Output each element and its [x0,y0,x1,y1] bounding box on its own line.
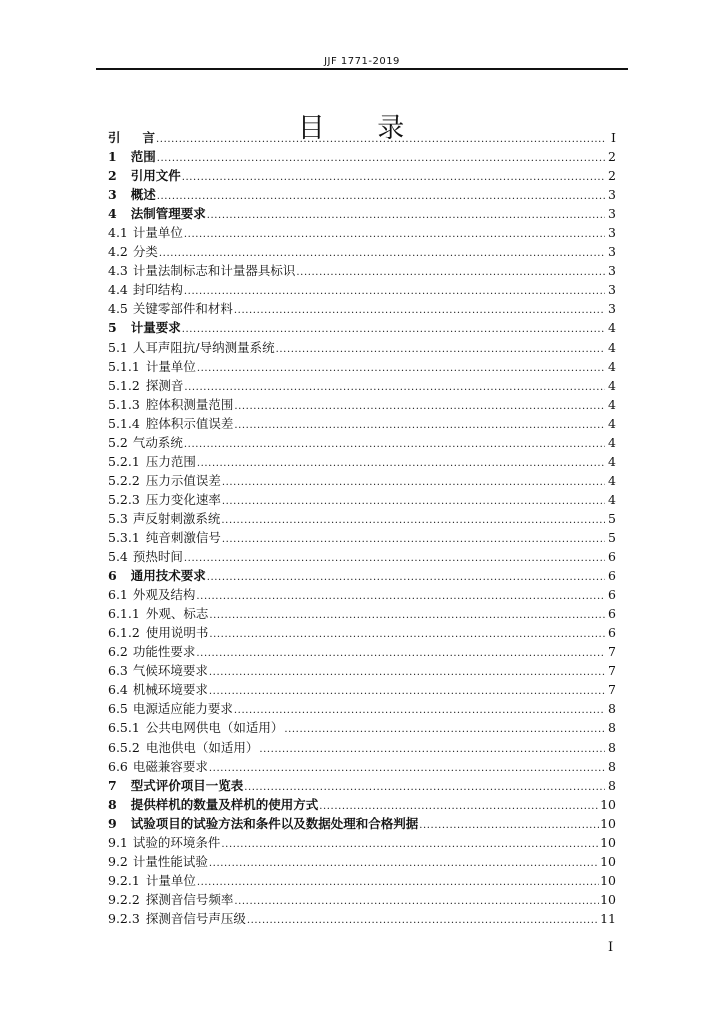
toc-entry-page: 8 [608,701,616,717]
toc-entry-number: 4.2 [108,244,128,260]
toc-dot-leader [196,642,605,663]
toc-entry[interactable] [108,376,616,395]
toc-entry-number: 5.2.1 [108,453,140,469]
toc-dot-leader [196,585,605,606]
toc-dot-leader [197,871,599,892]
toc-entry[interactable] [108,490,616,509]
toc-dot-leader [184,433,605,454]
toc-entry-label: 计量单位 [132,225,183,241]
toc-entry-page: 10 [600,891,616,907]
toc-entry-number: 9.2 [108,853,128,869]
toc-entry[interactable] [108,795,616,814]
toc-dot-leader [209,623,605,644]
toc-entry-label: 人耳声阻抗/导纳测量系统 [132,339,275,355]
toc-dot-leader [222,528,605,549]
toc-entry-label: 气动系统 [132,434,183,450]
toc-entry-page: 4 [608,491,616,507]
toc-entry-number: 7 [108,777,117,793]
toc-entry-number: 9.2.2 [108,891,140,907]
toc-entry-label: 电磁兼容要求 [132,758,208,774]
toc-entry-label: 压力变化速率 [145,491,221,507]
toc-entry-label: 功能性要求 [132,644,196,660]
toc-entry-label: 计量法制标志和计量器具标识 [132,263,296,279]
toc-entry-label: 气候环境要求 [132,663,208,679]
toc-entry[interactable] [108,166,616,185]
toc-entry-page: 10 [600,815,616,831]
toc-entry-page: 3 [608,282,616,298]
toc-entry[interactable] [108,414,616,433]
toc-entry[interactable] [108,604,616,623]
toc-entry-number: 9 [108,815,117,831]
toc-dot-leader [319,795,599,816]
toc-dot-leader [296,261,605,282]
toc-entry[interactable] [108,204,616,223]
toc-dot-leader [197,452,605,473]
toc-entry-page: 4 [608,339,616,355]
page-number: I [608,940,614,955]
toc-dot-leader [182,318,605,339]
toc-entry-page: 3 [608,301,616,317]
toc-entry-number: 6.2 [108,644,128,660]
toc-dot-leader [207,204,605,225]
toc-entry-page: 6 [608,568,616,584]
toc-entry-page: 6 [608,587,616,603]
toc-entry-page: 4 [608,377,616,393]
toc-entry-label: 外观及结构 [132,587,196,603]
toc-entry-page: 3 [608,225,616,241]
document-code: JJF 1771-2019 [324,56,400,67]
toc-entry-page: 7 [608,663,616,679]
toc-dot-leader [209,757,605,778]
toc-entry-label: 腔体积测量范围 [145,396,234,412]
toc-entry-label: 声反射刺激系统 [132,510,221,526]
toc-dot-leader [221,833,599,854]
toc-entry-page: 2 [608,168,616,184]
toc-entry-page: 3 [608,206,616,222]
toc-entry-number: 6.5.1 [108,720,140,736]
toc-entry[interactable] [108,128,616,147]
toc-entry[interactable] [108,452,616,471]
toc-dot-leader [209,661,605,682]
header-rule [96,68,628,70]
toc-entry[interactable] [108,280,616,299]
toc-dot-leader [157,185,605,206]
toc-entry[interactable] [108,357,616,376]
toc-entry[interactable] [108,147,616,166]
toc-entry-number: 5.3.1 [108,529,140,545]
toc-entry-number: 1 [108,149,117,165]
toc-entry[interactable] [108,757,616,776]
toc-entry-number: 6.1 [108,587,128,603]
toc-dot-leader [209,680,605,701]
toc-entry-page: 4 [608,453,616,469]
toc-entry-page: 4 [608,320,616,336]
toc-entry[interactable] [108,395,616,414]
toc-entry-label: 概述 [130,187,156,203]
toc-entry-page: 5 [608,529,616,545]
toc-entry-page: 8 [608,720,616,736]
toc-entry[interactable] [108,433,616,452]
table-of-contents [108,128,616,928]
toc-entry-page: 8 [608,758,616,774]
toc-entry-number: 9.2.3 [108,910,140,926]
toc-entry-number: 5.2 [108,434,128,450]
toc-entry-page: 10 [600,872,616,888]
toc-entry-label: 探测音信号声压级 [145,910,246,926]
toc-entry-number: 5.2.3 [108,491,140,507]
toc-entry-page: 8 [608,739,616,755]
toc-entry-label: 范围 [130,149,156,165]
toc-entry-label: 计量单位 [145,872,196,888]
toc-entry[interactable] [108,776,616,795]
toc-entry[interactable] [108,338,616,357]
toc-entry-page: 11 [600,910,616,926]
toc-entry-number: 6.5 [108,701,128,717]
toc-dot-leader [234,299,605,320]
toc-entry-number: 引 [108,130,121,145]
toc-entry[interactable] [108,852,616,871]
toc-entry-number: 6.1.1 [108,606,140,622]
toc-entry-page: 6 [608,549,616,565]
toc-entry[interactable] [108,661,616,680]
toc-entry-page: 6 [608,606,616,622]
toc-entry-label: 提供样机的数量及样机的使用方式 [130,796,319,812]
toc-entry-label: 探测音 [145,377,184,393]
toc-entry-number: 5.1.4 [108,415,140,431]
toc-entry-number: 4.1 [108,225,128,241]
toc-entry-number: 9.1 [108,834,128,850]
toc-entry-page: 3 [608,244,616,260]
toc-entry-label: 电池供电（如适用） [145,739,259,755]
toc-entry-page: 4 [608,415,616,431]
toc-entry[interactable] [108,833,616,852]
toc-entry[interactable] [108,642,616,661]
toc-dot-leader [276,338,605,359]
toc-entry-page: 4 [608,472,616,488]
toc-dot-leader [247,909,599,930]
toc-entry-label: 分类 [132,244,158,260]
toc-entry[interactable] [108,223,616,242]
toc-entry-number: 9.2.1 [108,872,140,888]
toc-entry-label: 计量单位 [145,358,196,374]
toc-dot-leader [234,395,605,416]
toc-entry-number: 4 [108,206,117,222]
toc-entry-label: 纯音刺激信号 [145,529,221,545]
toc-entry-page: 4 [608,434,616,450]
toc-dot-leader [234,699,605,720]
toc-entry[interactable] [108,185,616,204]
toc-entry[interactable] [108,871,616,890]
page-title: 目 录 [297,113,427,145]
toc-entry-label: 腔体积示值误差 [145,415,234,431]
toc-dot-leader [157,147,605,168]
toc-dot-leader [234,414,605,435]
toc-dot-leader [182,166,605,187]
toc-entry-label: 法制管理要求 [130,206,206,222]
toc-dot-leader [234,890,599,911]
toc-entry[interactable] [108,890,616,909]
toc-entry-label: 封印结构 [132,282,183,298]
toc-entry-label: 计量性能试验 [132,853,208,869]
toc-entry-label: 试验项目的试验方法和条件以及数据处理和合格判据 [130,815,419,831]
toc-dot-leader [259,738,605,759]
toc-entry-number: 8 [108,796,117,812]
toc-entry-label: 机械环境要求 [132,682,208,698]
toc-entry-page: 5 [608,510,616,526]
toc-dot-leader [221,509,605,530]
toc-entry-number: 6.4 [108,682,128,698]
toc-entry-number: 6 [108,568,117,584]
toc-dot-leader [197,357,605,378]
toc-dot-leader [209,852,599,873]
toc-entry[interactable] [108,318,616,337]
toc-dot-leader [222,490,605,511]
toc-entry-page: I [611,130,616,145]
toc-entry-page: 3 [608,187,616,203]
toc-entry[interactable] [108,299,616,318]
toc-entry[interactable] [108,699,616,718]
toc-entry-number: 6.3 [108,663,128,679]
toc-entry-label: 型式评价项目一览表 [130,777,244,793]
toc-entry-page: 10 [600,834,616,850]
toc-entry[interactable] [108,909,616,928]
toc-entry-label: 公共电网供电（如适用） [145,720,284,736]
toc-entry-number: 6.5.2 [108,739,140,755]
toc-entry-label: 预热时间 [132,549,183,565]
toc-entry-number: 4.3 [108,263,128,279]
toc-dot-leader [207,566,605,587]
toc-entry-label: 外观、标志 [145,606,209,622]
toc-entry[interactable] [108,738,616,757]
toc-dot-leader [244,776,605,797]
toc-entry[interactable] [108,547,616,566]
toc-entry-page: 2 [608,149,616,165]
toc-entry[interactable] [108,471,616,490]
toc-entry-number: 6.6 [108,758,128,774]
toc-dot-leader [284,718,605,739]
toc-entry-page: 7 [608,682,616,698]
toc-entry[interactable] [108,623,616,642]
toc-entry[interactable] [108,509,616,528]
toc-entry-page: 4 [608,396,616,412]
toc-entry-number: 3 [108,187,117,203]
toc-entry[interactable] [108,718,616,737]
toc-entry-label: 言 [142,130,156,145]
toc-entry-page: 3 [608,263,616,279]
toc-entry-page: 6 [608,625,616,641]
toc-entry-label: 压力范围 [145,453,196,469]
toc-entry-number: 5.1.3 [108,396,140,412]
toc-entry[interactable] [108,261,616,280]
toc-dot-leader [184,547,605,568]
toc-entry-number: 5 [108,320,117,336]
toc-entry-number: 2 [108,168,117,184]
toc-entry-number: 4.4 [108,282,128,298]
toc-dot-leader [184,223,605,244]
toc-dot-leader [159,242,605,263]
toc-entry-number: 6.1.2 [108,625,140,641]
toc-entry-label: 试验的环境条件 [132,834,221,850]
toc-entry-page: 10 [600,796,616,812]
toc-entry-label: 通用技术要求 [130,568,206,584]
toc-entry-page: 10 [600,853,616,869]
toc-entry-label: 探测音信号频率 [145,891,234,907]
toc-entry-number: 4.5 [108,301,128,317]
toc-entry-number: 5.1 [108,339,128,355]
toc-entry-page: 7 [608,644,616,660]
toc-entry[interactable] [108,242,616,261]
toc-entry[interactable] [108,680,616,699]
toc-dot-leader [156,128,605,149]
toc-entry-label: 关键零部件和材料 [132,301,233,317]
toc-entry-label: 压力示值误差 [145,472,221,488]
toc-dot-leader [419,814,599,835]
toc-entry[interactable] [108,566,616,585]
toc-entry-number: 5.3 [108,510,128,526]
toc-entry-number: 5.4 [108,549,128,565]
toc-dot-leader [222,471,605,492]
toc-entry[interactable] [108,585,616,604]
toc-entry-page: 8 [608,777,616,793]
toc-entry[interactable] [108,814,616,833]
toc-entry-label: 计量要求 [130,320,181,336]
toc-entry-label: 电源适应能力要求 [132,701,233,717]
toc-entry-page: 4 [608,358,616,374]
toc-entry[interactable] [108,528,616,547]
toc-dot-leader [184,376,605,397]
toc-entry-number: 5.1.2 [108,377,140,393]
toc-dot-leader [209,604,605,625]
toc-entry-number: 5.2.2 [108,472,140,488]
toc-dot-leader [184,280,605,301]
toc-entry-number: 5.1.1 [108,358,140,374]
toc-entry-label: 使用说明书 [145,625,209,641]
toc-entry-label: 引用文件 [130,168,181,184]
